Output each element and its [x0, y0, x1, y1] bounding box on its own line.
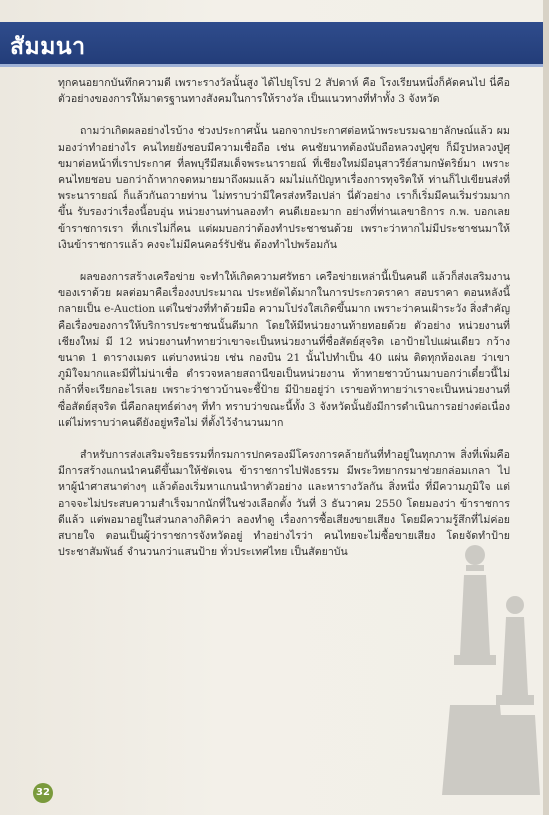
paragraph: ถามว่าเกิดผลอย่างไรบ้าง ช่วงประกาศนั้น นอกจากประกาศต่อหน้าพระบรมฉายาลักษณ์แล้ว ผมมองว่าทำอย่างไร คนไทยยังชอบมีความเชื่อถือ เช่น คนชัยนาทต้องนับถือหลวงปู่ศุข ก็มีรูปหลวงปู่ศุขมาต่อหน้าที่เราประกาศ ที่ลพบุรีมีสมเด็จพระนารายณ์ ที่เชียงใหม่มีอนุสาวรีย์สามกษัตริย์มา เพราะคนไทยชอบ บอกว่าถ้าหากจดหมายมาถึงผมแล้ว ผมไม่แก้ปัญหาเรื่องการทุจริตให้ ท่านก็ไปเขียนส่งที่พระนารายณ์ ก็แล้วกันถวายท่าน ไม่ทราบว่ามีใครส่งหรือเปล่า นี่ตัวอย่าง เราก็เริ่มมีคนเริ่มร่วมมากขึ้น รับรองว่าเรื่องนี้อบอุ่น หน่วยงานท่านลองทำ คนดีเยอะมาก อย่างที่ท่านเลขาธิการ ก.พ. บอกเลย ข้าราชการเรา ที่เกเรไม่กี่คน แต่ผมบอกว่าต้องทำประชาชนด้วย เพราะว่าหากไม่มีประชาชนมาให้เงินข้าราชการแล้ว คงจะไม่มีคนคอร์รัปชัน ต้องทำไปพร้อมกัน: [58, 125, 510, 251]
paragraph: ทุกคนอยากบันทึกความดี เพราะรางวัลนั้นสูง ได้ไปยุโรป 2 สัปดาห์ คือ โรงเรียนหนึ่งก็คัดคนไป นี่คือตัวอย่างของการให้มาตรฐานทางสังคมในการให้รางวัล เป็นแนวทางที่ทำทั้ง 3 จังหวัด: [58, 77, 510, 106]
page-edge: [543, 0, 549, 815]
page-number-badge: 32: [33, 783, 53, 803]
section-title: สัมมนา: [10, 34, 86, 60]
paragraph: ผลของการสร้างเครือข่าย จะทำให้เกิดความศรัทธา เครือข่ายเหล่านี้เป็นคนดี แล้วก็ส่งเสริมงานของเราด้วย ผลต่อมาคือเรื่องงบประมาณ ประหยัดได้มากในการประกวดราคา สอบราคา ตอนหลังนี้กลายเป็น e-Auction แต่ในช่วงที่ทำด้วยมือ ความโปร่งใสเกิดขึ้นมาก เพราะว่าคนเฝ้าระวัง สิ่งสำคัญคือเรื่องของการให้บริการประชาชนนั้นดีมาก โดยให้มีหน่วยงานท้ายทอยด้วย ตัวอย่าง หน่วยงานที่เชียงใหม่ มี 12 หน่วยงานทำทายว่าเขาจะเป็นหน่วยงานที่ซื่อสัตย์สุจริต เอาป้ายไปแผ่นเดียว กว้างขนาด 1 ตารางเมตร แต่บางหน่วย เช่น กองบิน 21 นั้นไปทำเป็น 40 แผ่น ติดทุกห้องเลย ว่าเขาภูมิใจมากและมีที่ไม่น่าเชื่อ ตำรวจหลายสถานีขอเป็นหน่วยงาน ท้าทายชาวบ้านมาบอกว่าเดี๋ยวนี้ไม่กล้าที่จะเรียกอะไรเลย เพราะว่าชาวบ้านจะชี้ป้าย มีป้ายอยู่ว่า เราขอท้าทายว่าเราจะเป็นหน่วยงานที่ซื่อสัตย์สุจริต นี่คือกลยุทธ์ต่างๆ ที่ทำ ทราบว่าขณะนี้ทั้ง 3 จังหวัดนั้นยังมีการดำเนินการอย่างต่อเนื่อง แต่ไม่ทราบว่าคนดียังอยู่หรือไม่ ที่ตั้งไว้จำนวนมาก: [58, 271, 510, 429]
article-body: [58, 75, 510, 576]
paragraph: สำหรับการส่งเสริมจริยธรรมที่กรมการปกครองมีโครงการคล้ายกันที่ทำอยู่ในทุกภาพ สิ่งที่เพิ่มคือ มีการสร้างแกนนำคนดีขึ้นมาให้ชัดเจน ข้าราชการไปฟังธรรม มีพระวิทยากรมาช่วยกล่อมเกลา ไปหาผู้นำศาสนาต่างๆ แล้วต้องเริ่มหาแกนนำหาตัวอย่าง และหารางวัลกัน สิ่งหนึ่ง ที่มีความภูมิใจ แต่อาจจะไม่ประสบความสำเร็จมากนักที่ในช่วงเลือกตั้ง วันที่ 3 ธันวาคม 2550 โดยมองว่า ข้าราชการดีแล้ว แต่พอมาอยู่ในส่วนกลางกิติคว่า ลองทำดู เรื่องการซื้อเสียงขายเสียง โดยมีความรู้สึกที่ไม่ค่อยสบายใจ ตอนเป็นผู้ว่าราชการจังหวัดอยู่ ทำอย่างไรว่า คนไทยจะไม่ซื้อขายเสียง โดยจัดทำป้ายประชาสัมพันธ์ จำนวนกว่าแสนป้าย ทั่วประเทศไทย เป็นสัตยาบัน: [58, 449, 510, 559]
